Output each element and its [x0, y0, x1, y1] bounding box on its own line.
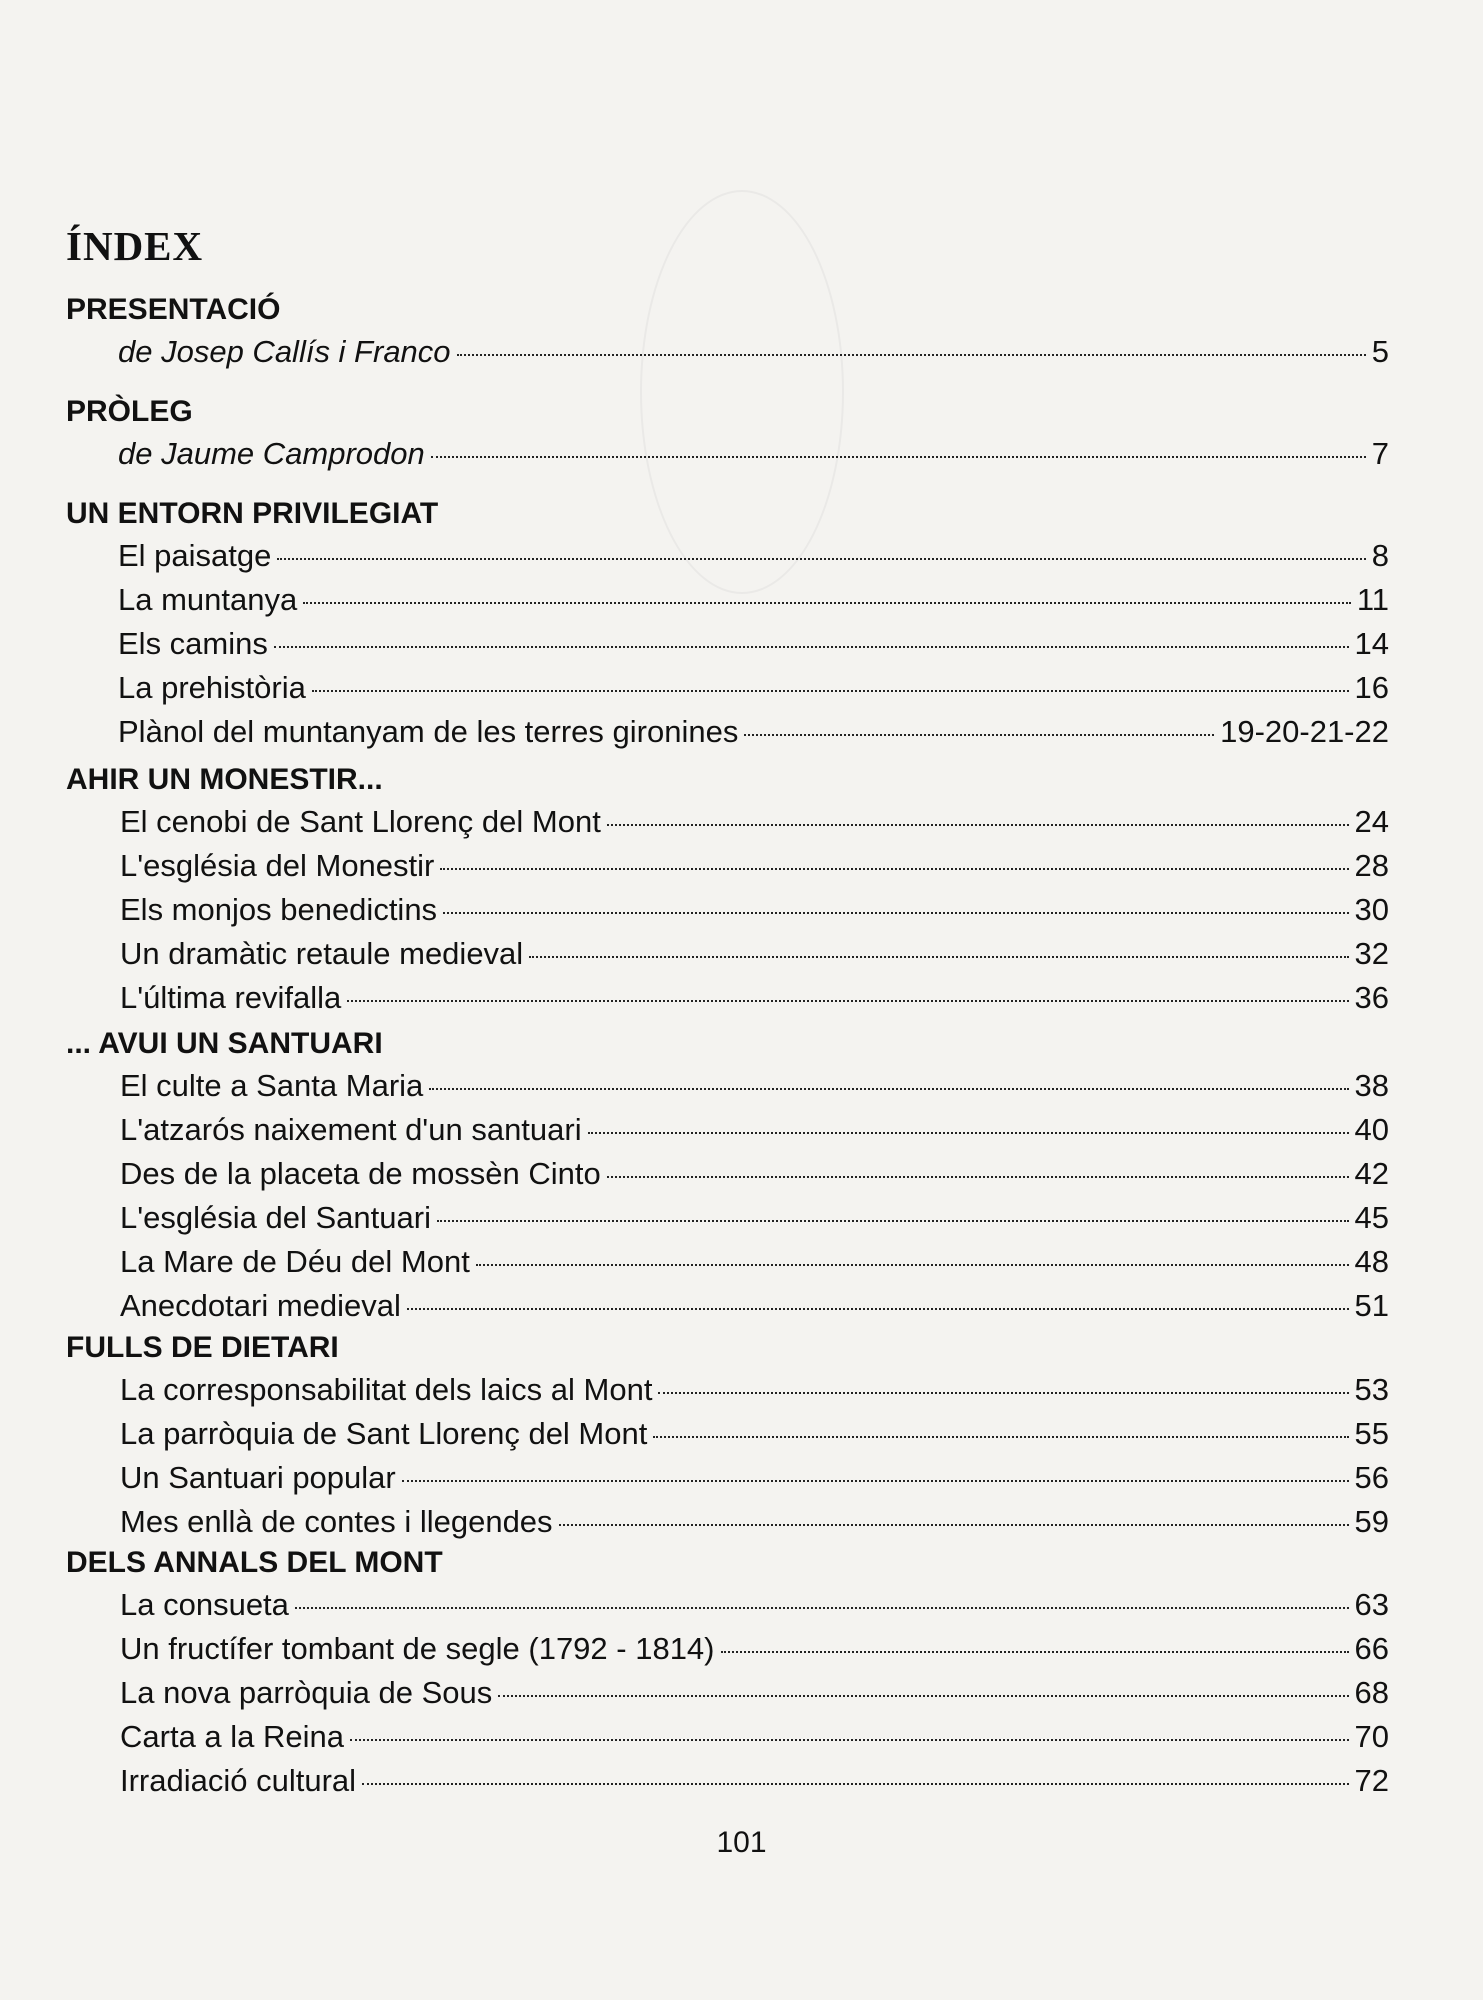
toc-entry-page: 11	[1356, 582, 1389, 617]
toc-entry-title: L'església del Monestir	[120, 848, 435, 883]
toc-entry	[120, 1585, 1389, 1625]
toc-entry	[120, 1110, 1389, 1150]
toc-entry	[120, 802, 1389, 842]
toc-entry	[120, 890, 1389, 930]
toc-entry-title: Un fructífer tombant de segle (1792 - 1814)	[120, 1631, 715, 1666]
toc-entry-title: La Mare de Déu del Mont	[120, 1244, 470, 1279]
dot-leader	[607, 1176, 1349, 1178]
dot-leader	[457, 354, 1366, 356]
toc-entry	[120, 1154, 1389, 1194]
dot-leader	[350, 1739, 1349, 1741]
toc-entry-page: 7	[1371, 436, 1389, 471]
toc-entry	[120, 978, 1389, 1018]
toc-entry	[118, 580, 1389, 620]
toc-entry-title: de Josep Callís i Franco	[118, 334, 451, 369]
toc-entry-title: Carta a la Reina	[120, 1719, 345, 1754]
dot-leader	[498, 1695, 1348, 1697]
toc-entry-title: Irradiació cultural	[120, 1763, 357, 1798]
toc-entry-page: 53	[1354, 1372, 1389, 1407]
dot-leader	[274, 646, 1349, 648]
dot-leader	[721, 1651, 1349, 1653]
dot-leader	[607, 824, 1349, 826]
toc-entry	[118, 624, 1389, 664]
toc-entry-page: 66	[1354, 1631, 1389, 1666]
toc-entry	[118, 332, 1389, 372]
section-heading: PRÒLEG	[66, 395, 193, 428]
toc-entry-title: L'última revifalla	[120, 980, 342, 1015]
toc-entry	[120, 1414, 1389, 1454]
toc-entry-page: 48	[1354, 1244, 1389, 1279]
dot-leader	[476, 1264, 1349, 1266]
toc-entry-page: 36	[1354, 980, 1389, 1015]
toc-entry-title: Un Santuari popular	[120, 1460, 396, 1495]
toc-entry-title: La prehistòria	[118, 670, 306, 705]
dot-leader	[658, 1392, 1348, 1394]
dot-leader	[744, 734, 1214, 736]
dot-leader	[429, 1088, 1348, 1090]
toc-entry	[120, 1066, 1389, 1106]
toc-entry-title: Plànol del muntanyam de les terres gironines	[118, 714, 739, 749]
toc-entry-page: 68	[1354, 1675, 1389, 1710]
dot-leader	[559, 1524, 1349, 1526]
toc-entry	[120, 934, 1389, 974]
show-through-text	[780, 0, 1440, 180]
toc-entry-page: 38	[1354, 1068, 1389, 1103]
toc-entry-title: La corresponsabilitat dels laics al Mont	[120, 1372, 653, 1407]
dot-leader	[295, 1607, 1349, 1609]
toc-entry	[120, 1242, 1389, 1282]
toc-entry-page: 5	[1371, 334, 1389, 369]
index-title: ÍNDEX	[66, 223, 204, 269]
toc-entry-page: 40	[1354, 1112, 1389, 1147]
toc-entry-title: de Jaume Camprodon	[118, 436, 425, 471]
toc-entry-title: La muntanya	[118, 582, 298, 617]
toc-entry	[120, 846, 1389, 886]
toc-entry-title: La consueta	[120, 1587, 289, 1622]
section-heading: UN ENTORN PRIVILEGIAT	[66, 497, 439, 530]
toc-entry-page: 55	[1354, 1416, 1389, 1451]
toc-entry	[118, 712, 1389, 752]
dot-leader	[588, 1132, 1349, 1134]
toc-entry-page: 28	[1354, 848, 1389, 883]
toc-entry-page: 16	[1354, 670, 1389, 705]
dot-leader	[347, 1000, 1348, 1002]
toc-entry-title: Un dramàtic retaule medieval	[120, 936, 524, 971]
toc-entry	[120, 1717, 1389, 1757]
section-heading: DELS ANNALS DEL MONT	[66, 1546, 443, 1579]
toc-entry-title: L'atzarós naixement d'un santuari	[120, 1112, 582, 1147]
dot-leader	[440, 868, 1348, 870]
toc-entry-page: 19-20-21-22	[1220, 714, 1389, 749]
toc-entry	[120, 1458, 1389, 1498]
toc-entry-title: Els camins	[118, 626, 268, 661]
toc-entry-page: 42	[1354, 1156, 1389, 1191]
toc-entry-page: 14	[1354, 626, 1389, 661]
toc-entry-page: 72	[1354, 1763, 1389, 1798]
toc-entry-title: Els monjos benedictins	[120, 892, 438, 927]
section-heading: ... AVUI UN SANTUARI	[66, 1027, 383, 1060]
section-heading: PRESENTACIÓ	[66, 293, 281, 326]
toc-entry-page: 32	[1354, 936, 1389, 971]
toc-entry-page: 56	[1354, 1460, 1389, 1495]
toc-entry-page: 24	[1354, 804, 1389, 839]
toc-entry-page: 45	[1354, 1200, 1389, 1235]
show-through-image	[640, 190, 844, 594]
toc-entry-title: L'església del Santuari	[120, 1200, 431, 1235]
dot-leader	[402, 1480, 1349, 1482]
toc-entry	[118, 434, 1389, 474]
dot-leader	[362, 1783, 1348, 1785]
toc-entry-page: 59	[1354, 1504, 1389, 1539]
section-heading: FULLS DE DIETARI	[66, 1331, 339, 1364]
toc-entry-title: La nova parròquia de Sous	[120, 1675, 493, 1710]
page-number: 101	[716, 1826, 767, 1859]
toc-entry-title: Anecdotari medieval	[120, 1288, 401, 1323]
dot-leader	[312, 690, 1349, 692]
toc-entry	[118, 536, 1389, 576]
toc-entry-title: Mes enllà de contes i llegendes	[120, 1504, 553, 1539]
toc-entry	[120, 1370, 1389, 1410]
toc-entry	[120, 1198, 1389, 1238]
toc-entry-title: Des de la placeta de mossèn Cinto	[120, 1156, 601, 1191]
toc-entry-page: 30	[1354, 892, 1389, 927]
toc-entry-title: El culte a Santa Maria	[120, 1068, 424, 1103]
toc-entry	[120, 1629, 1389, 1669]
toc-entry	[120, 1502, 1389, 1542]
toc-entry-title: El cenobi de Sant Llorenç del Mont	[120, 804, 601, 839]
toc-entry-title: La parròquia de Sant Llorenç del Mont	[120, 1416, 648, 1451]
toc-entry	[120, 1761, 1389, 1801]
dot-leader	[407, 1308, 1349, 1310]
toc-entry-page: 70	[1354, 1719, 1389, 1754]
toc-entry-page: 51	[1354, 1288, 1389, 1323]
dot-leader	[529, 956, 1348, 958]
dot-leader	[443, 912, 1348, 914]
toc-entry	[118, 668, 1389, 708]
dot-leader	[277, 558, 1365, 560]
toc-entry	[120, 1286, 1389, 1326]
toc-entry-page: 8	[1371, 538, 1389, 573]
dot-leader	[303, 602, 1351, 604]
section-heading: AHIR UN MONESTIR...	[66, 763, 383, 796]
dot-leader	[431, 456, 1366, 458]
dot-leader	[437, 1220, 1349, 1222]
toc-entry-page: 63	[1354, 1587, 1389, 1622]
toc-entry-title: El paisatge	[118, 538, 272, 573]
dot-leader	[653, 1436, 1348, 1438]
toc-entry	[120, 1673, 1389, 1713]
